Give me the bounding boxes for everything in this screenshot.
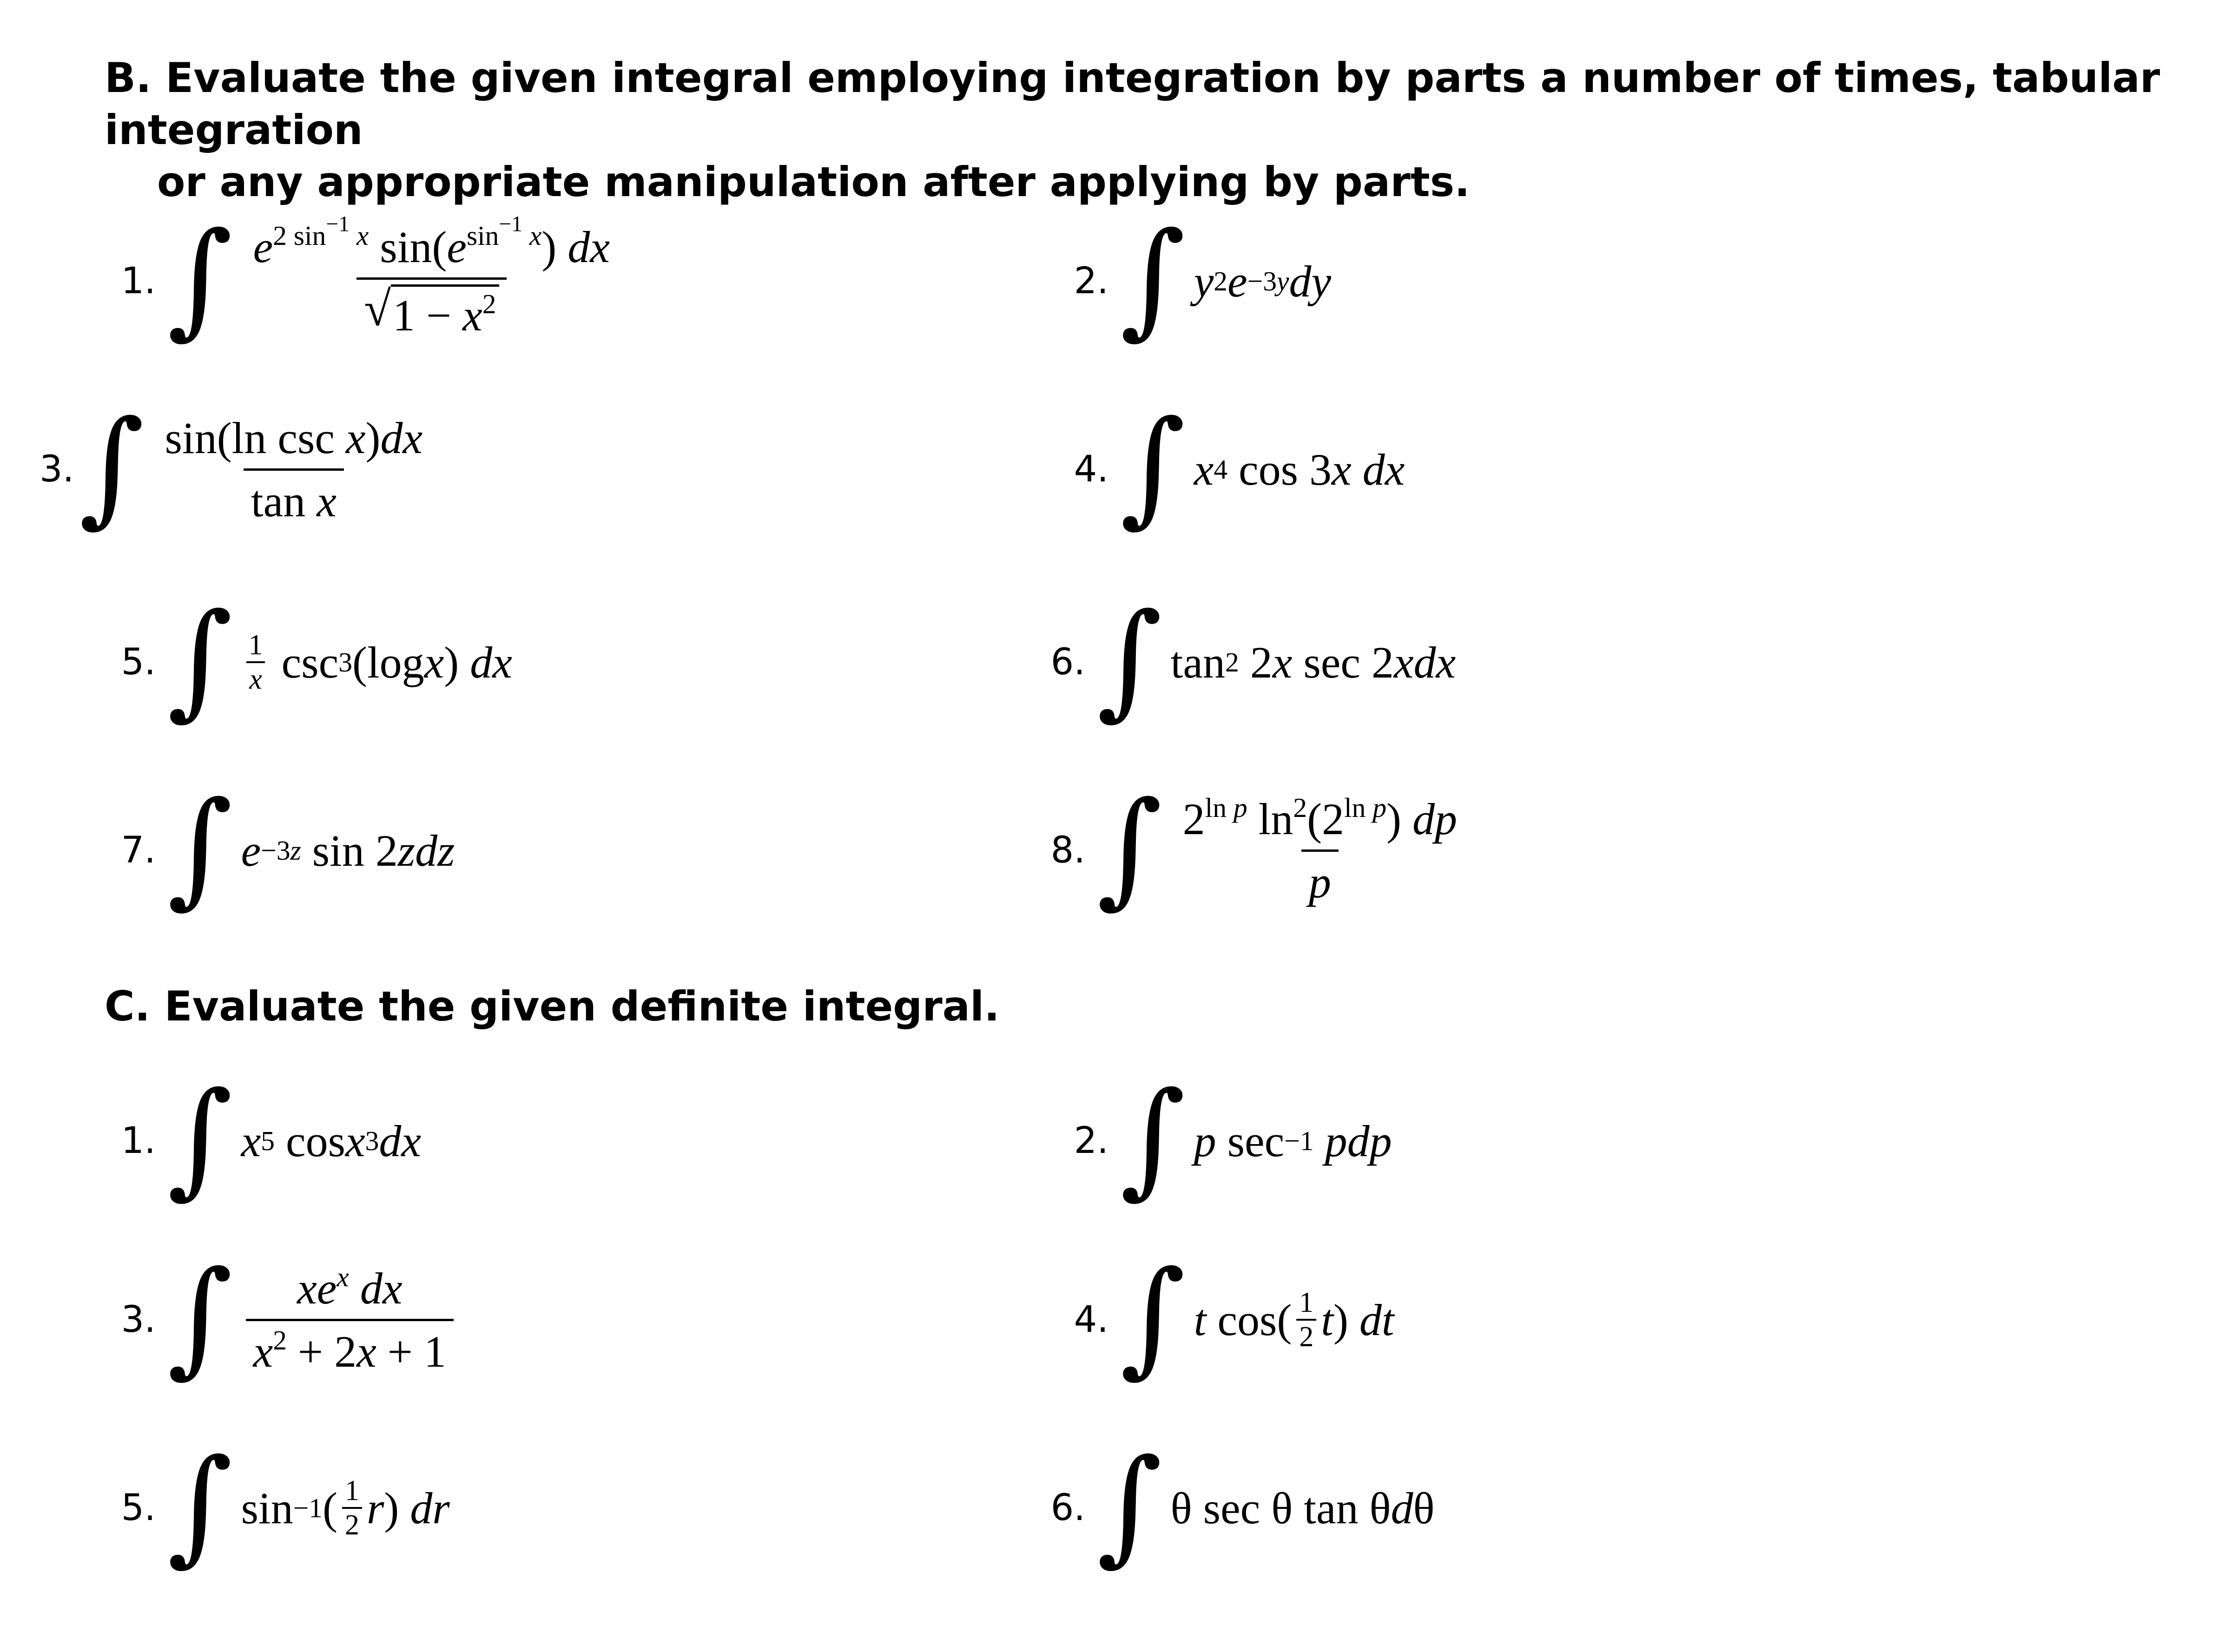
integral-sign: ∫	[167, 586, 233, 732]
problem-number: 2.	[1074, 1120, 1109, 1162]
section-b-title-line1: B. Evaluate the given integral employing integration by parts a number of times, tabular integration	[105, 54, 2160, 154]
problem-c4	[1046, 1243, 1394, 1396]
problem-c6	[1023, 1431, 1434, 1585]
integral-sign: ∫	[1120, 1065, 1186, 1211]
integrand: x 5 cos x 3 dx	[241, 1116, 421, 1166]
problem-b3	[40, 393, 435, 546]
section-b-heading	[105, 52, 2196, 208]
problem-c2	[1046, 1064, 1392, 1218]
problem-c3	[93, 1243, 458, 1396]
problem-number: 5.	[121, 641, 156, 683]
integral-sign: ∫	[79, 393, 145, 540]
fraction: $\frac{1}{x}$	[246, 631, 266, 694]
section-c-title: C. Evaluate the given definite integral.	[105, 982, 1000, 1030]
integral-sign: ∫	[167, 1432, 233, 1578]
problem-number: 8.	[1050, 829, 1085, 871]
problem-b1	[93, 204, 622, 358]
problem-number: 3.	[121, 1299, 156, 1341]
fraction: $\frac{xe^x dx}{x^2 + 2x + 1}$	[246, 1263, 454, 1377]
integral-sign: ∫	[167, 1065, 233, 1211]
problem-b2	[1046, 204, 1331, 358]
fraction: $\frac{2^{ln p} \ln^2(2^{ln p}) dp}{p}$	[1182, 792, 1457, 907]
fraction: $e^{2 sin^{-1} x}$ $\sin(e^{sin^{-1} x})$ dx √ $1 - x^2$	[253, 212, 610, 340]
integrand: p sec −1 pdp	[1194, 1116, 1392, 1166]
problem-c5	[93, 1431, 450, 1585]
problem-number: 7.	[121, 829, 156, 871]
integrand: e −3z sin 2 zdz	[241, 825, 455, 875]
section-b-title-line2: or any appropriate manipulation after applying by parts.	[157, 158, 1470, 206]
problem-b6	[1023, 586, 1456, 739]
problem-number: 1.	[121, 260, 156, 302]
integral-sign: ∫	[1097, 774, 1162, 921]
integrand: x 4 cos 3 x dx	[1194, 444, 1405, 494]
integral-sign: ∫	[1097, 586, 1162, 732]
integrand: t cos( $\frac{1}{2}$ t ) dt	[1194, 1287, 1394, 1353]
integrand: y 2 e −3y dy	[1194, 256, 1332, 306]
integrand	[241, 1263, 458, 1377]
problem-b4	[1046, 393, 1405, 546]
problem-number: 1.	[121, 1120, 156, 1162]
integrand	[241, 212, 622, 341]
problem-number: 5.	[121, 1487, 156, 1529]
section-c-heading	[105, 981, 2196, 1033]
fraction: $\frac{1}{2}$	[1296, 1288, 1316, 1351]
integral-sign: ∫	[1120, 205, 1186, 351]
integrand: tan 2 2 x sec 2 xdx	[1170, 637, 1456, 687]
problem-b5	[93, 586, 512, 739]
fraction: $\frac{1}{2}$	[342, 1476, 362, 1540]
problem-number: 4.	[1074, 1299, 1109, 1341]
integrand: θ sec θ tan θ d θ	[1170, 1483, 1435, 1533]
problem-number: 2.	[1074, 260, 1109, 302]
fraction: $\frac{\text{sin(ln csc x)dx}}{\text{tan x}}$	[165, 413, 423, 526]
integral-sign: ∫	[1097, 1432, 1162, 1578]
problem-number: 6.	[1050, 1487, 1085, 1529]
problem-number: 3.	[40, 448, 74, 490]
integral-sign: ∫	[1120, 1244, 1186, 1390]
problem-b8	[1023, 774, 1469, 927]
integral-sign: ∫	[167, 205, 233, 351]
integral-sign: ∫	[1120, 393, 1186, 540]
problem-number: 6.	[1050, 641, 1085, 683]
integral-sign: ∫	[167, 1244, 233, 1390]
integrand	[1171, 793, 1469, 908]
problem-c1	[93, 1064, 421, 1218]
integral-sign: ∫	[167, 774, 233, 921]
problem-b7	[93, 774, 455, 927]
integrand: sin −1 ( $\frac{1}{2}$ r ) dr	[241, 1475, 450, 1541]
problem-number: 4.	[1074, 448, 1109, 490]
integrand	[153, 412, 435, 527]
integrand: $\frac{1}{x}$ csc 3 (log x ) dx	[241, 631, 512, 694]
